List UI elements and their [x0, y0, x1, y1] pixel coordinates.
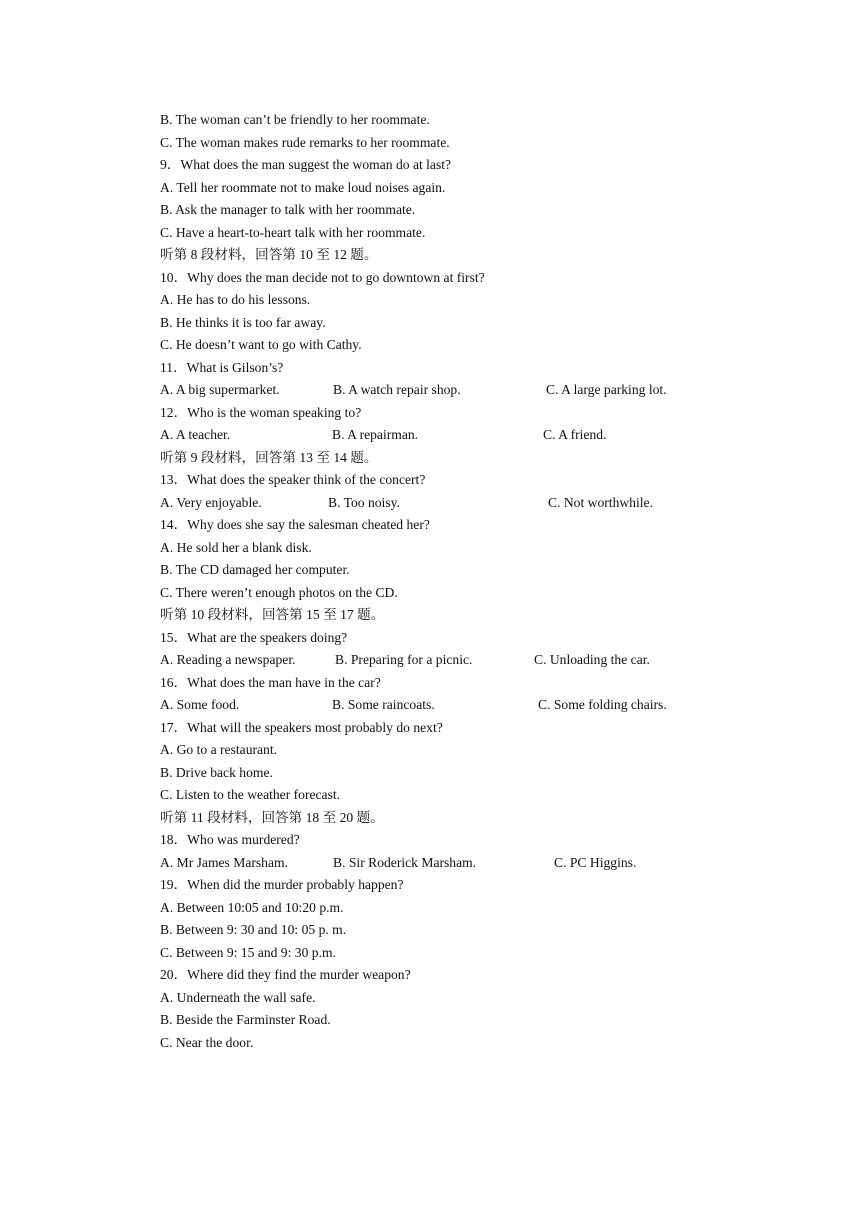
- option: A. He sold her a blank disk.: [160, 539, 312, 555]
- section-instruction: 听第 11 段材料，回答第 18 至 20 题。: [160, 809, 384, 825]
- option: C. Listen to the weather forecast.: [160, 787, 341, 802]
- option-c: C. A friend.: [543, 427, 607, 442]
- question: 17．What will the speakers most probably do next?: [160, 719, 443, 735]
- option: C. He doesn’t want to go with Cathy.: [160, 337, 362, 352]
- option-b: B. Sir Roderick Marsham.: [333, 854, 477, 870]
- question: 19．When did the murder probably happen?: [160, 877, 404, 892]
- option-a: A. Reading a newspaper.: [160, 652, 296, 667]
- option-row: [160, 694, 780, 717]
- option-row: [160, 424, 780, 447]
- option-a: A. Mr James Marsham.: [160, 854, 288, 870]
- option: A. Tell her roommate not to make loud noises again.: [160, 179, 446, 195]
- option-a: A. Very enjoyable.: [160, 494, 262, 510]
- option-c: C. Unloading the car.: [534, 652, 650, 667]
- question: 13．What does the speaker think of the concert?: [160, 472, 426, 487]
- option: C. There weren’t enough photos on the CD.: [160, 584, 398, 600]
- option: C. The woman makes rude remarks to her roommate.: [160, 134, 450, 150]
- question: 16．What does the man have in the car?: [160, 674, 381, 690]
- question: 20．Where did they find the murder weapon?: [160, 967, 411, 982]
- option-b: B. A watch repair shop.: [333, 382, 461, 397]
- option: A. Between 10:05 and 10:20 p.m.: [160, 899, 344, 915]
- option-a: A. A big supermarket.: [160, 382, 280, 397]
- option: B. Drive back home.: [160, 764, 273, 780]
- option: B. The CD damaged her computer.: [160, 562, 350, 577]
- option-b: B. A repairman.: [332, 427, 419, 442]
- option-c: C. Not worthwhile.: [548, 494, 653, 510]
- question: 10．Why does the man decide not to go downtown at first?: [160, 269, 485, 285]
- question: 9．What does the man suggest the woman do at last?: [160, 157, 452, 172]
- section-instruction: 听第 10 段材料，回答第 15 至 17 题。: [160, 607, 385, 622]
- option-b: B. Preparing for a picnic.: [335, 652, 473, 667]
- option: C. Between 9: 15 and 9: 30 p.m.: [160, 944, 336, 960]
- option: B. Beside the Farminster Road.: [160, 1012, 331, 1027]
- question: 11．What is Gilson’s?: [160, 359, 284, 375]
- exam-page: [160, 109, 780, 1054]
- option-a: A. A teacher.: [160, 427, 231, 442]
- option-row: [160, 379, 780, 402]
- option-b: B. Some raincoats.: [332, 697, 435, 712]
- section-instruction: 听第 8 段材料，回答第 10 至 12 题。: [160, 247, 378, 262]
- option: A. He has to do his lessons.: [160, 292, 311, 307]
- option: B. Ask the manager to talk with her roommate.: [160, 202, 416, 217]
- option-c: C. Some folding chairs.: [538, 697, 667, 712]
- option-row: [160, 649, 780, 672]
- option-c: C. A large parking lot.: [546, 382, 667, 397]
- option: B. The woman can’t be friendly to her roommate.: [160, 112, 430, 127]
- option: B. He thinks it is too far away.: [160, 314, 326, 330]
- option: A. Go to a restaurant.: [160, 742, 278, 757]
- option-b: B. Too noisy.: [328, 494, 400, 510]
- option-row: [160, 852, 780, 875]
- option: C. Have a heart-to-heart talk with her roommate.: [160, 224, 426, 240]
- option: A. Underneath the wall safe.: [160, 989, 316, 1005]
- option-c: C. PC Higgins.: [554, 854, 637, 870]
- question: 12．Who is the woman speaking to?: [160, 404, 362, 420]
- section-instruction: 听第 9 段材料，回答第 13 至 14 题。: [160, 449, 378, 465]
- option: B. Between 9: 30 and 10: 05 p. m.: [160, 922, 347, 937]
- option: C. Near the door.: [160, 1034, 254, 1050]
- question: 18．Who was murdered?: [160, 832, 300, 847]
- question: 14．Why does she say the salesman cheated her?: [160, 517, 430, 532]
- option-row: [160, 492, 780, 515]
- option-a: A. Some food.: [160, 697, 240, 712]
- question: 15．What are the speakers doing?: [160, 629, 348, 645]
